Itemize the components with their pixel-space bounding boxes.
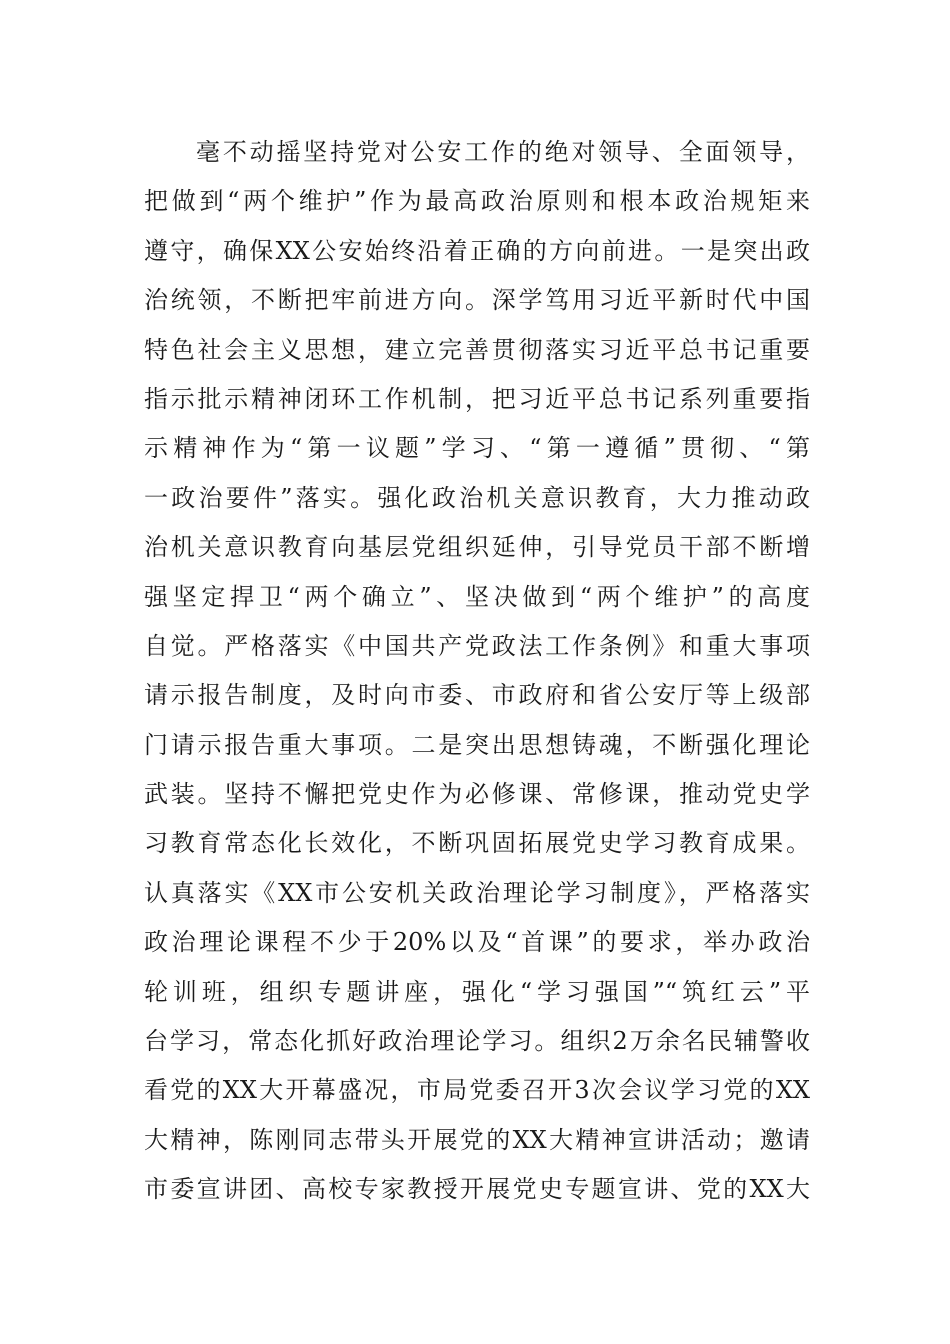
paragraph-line: 轮训班，组织专题讲座，强化“学习强国”“筑红云”平	[144, 977, 810, 1006]
paragraph-line: 政治理论课程不少于20%以及“首课”的要求，举办政治	[144, 928, 810, 957]
paragraph-line: 遵守，确保XX公安始终沿着正确的方向前进。一是突出政	[144, 236, 810, 265]
paragraph-line: 武装。坚持不懈把党史作为必修课、常修课，推动党史学	[144, 780, 810, 809]
paragraph-line: 毫不动摇坚持党对公安工作的绝对领导、全面领导，	[196, 138, 810, 166]
paragraph-line: 强坚定捍卫“两个确立”、坚决做到“两个维护”的高度	[144, 582, 810, 611]
paragraph-line: 示精神作为“第一议题”学习、“第一遵循”贯彻、“第	[144, 434, 810, 463]
paragraph-line: 看党的XX大开幕盛况，市局党委召开3次会议学习党的XX	[144, 1076, 810, 1105]
paragraph-line: 请示报告制度，及时向市委、市政府和省公安厅等上级部	[144, 681, 810, 710]
paragraph-line: 门请示报告重大事项。二是突出思想铸魂，不断强化理论	[144, 730, 810, 759]
paragraph-line: 习教育常态化长效化，不断巩固拓展党史学习教育成果。	[144, 829, 810, 858]
paragraph-line: 指示批示精神闭环工作机制，把习近平总书记系列重要指	[144, 384, 810, 413]
paragraph-line: 自觉。严格落实《中国共产党政法工作条例》和重大事项	[144, 631, 810, 660]
paragraph-line: 认真落实《XX市公安机关政治理论学习制度》，严格落实	[144, 878, 810, 907]
paragraph-line: 特色社会主义思想，建立完善贯彻落实习近平总书记重要	[144, 335, 810, 364]
paragraph-line: 把做到“两个维护”作为最高政治原则和根本政治规矩来	[144, 187, 810, 216]
paragraph-line: 台学习，常态化抓好政治理论学习。组织2万余名民辅警收	[144, 1027, 810, 1056]
body-paragraph	[144, 128, 810, 1215]
paragraph-line: 大精神，陈刚同志带头开展党的XX大精神宣讲活动；邀请	[144, 1125, 810, 1154]
paragraph-line: 市委宣讲团、高校专家教授开展党史专题宣讲、党的XX大	[144, 1175, 810, 1204]
paragraph-line: 治机关意识教育向基层党组织延伸，引导党员干部不断增	[144, 533, 810, 562]
paragraph-line: 一政治要件”落实。强化政治机关意识教育，大力推动政	[144, 483, 810, 512]
paragraph-line: 治统领，不断把牢前进方向。深学笃用习近平新时代中国	[144, 286, 810, 315]
